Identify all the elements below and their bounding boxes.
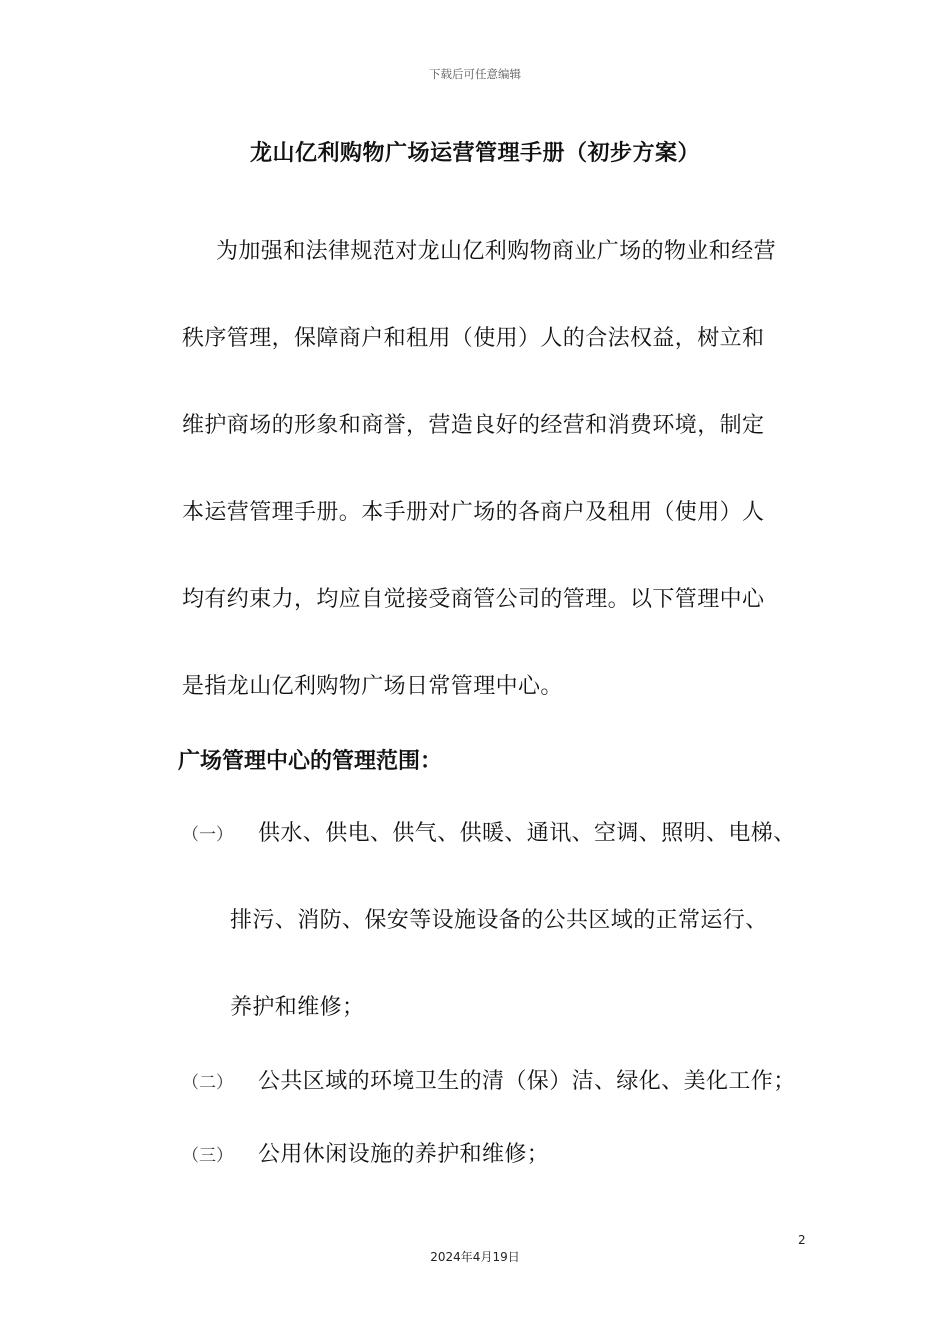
list-item-number: （三） [182, 1146, 233, 1166]
list-item-line: 公共区域的环境卫生的清（保）洁、绿化、美化工作； [258, 1069, 796, 1094]
page-number: 2 [798, 1233, 806, 1247]
intro-line-4: 本运营管理手册。本手册对广场的各商户及租用（使用）人 [182, 500, 765, 525]
section-heading: 广场管理中心的管理范围： [178, 749, 443, 774]
intro-line-3: 维护商场的形象和商誉，营造良好的经营和消费环境，制定 [182, 413, 765, 438]
intro-line-5: 均有约束力，均应自觉接受商管公司的管理。以下管理中心 [182, 587, 765, 612]
list-item-line: 公用休闲设施的养护和维修； [258, 1142, 550, 1167]
footer-date: 2024年4月19日 [430, 1250, 520, 1264]
header-note: 下载后可任意编辑 [429, 67, 521, 81]
list-item-line: 排污、消防、保安等设施设备的公共区域的正常运行、 [230, 908, 768, 933]
list-item-line: 养护和维修； [230, 995, 365, 1020]
intro-line-6: 是指龙山亿利购物广场日常管理中心。 [182, 674, 563, 699]
list-item-number: （一） [182, 825, 233, 845]
document-title: 龙山亿利购物广场运营管理手册（初步方案） [249, 141, 700, 166]
list-item-number: （二） [182, 1073, 233, 1093]
intro-line-1: 为加强和法律规范对龙山亿利购物商业广场的物业和经营 [216, 239, 777, 264]
intro-line-2: 秩序管理，保障商户和租用（使用）人的合法权益，树立和 [182, 326, 765, 351]
list-item-line: 供水、供电、供气、供暖、通讯、空调、照明、电梯、 [258, 821, 796, 846]
